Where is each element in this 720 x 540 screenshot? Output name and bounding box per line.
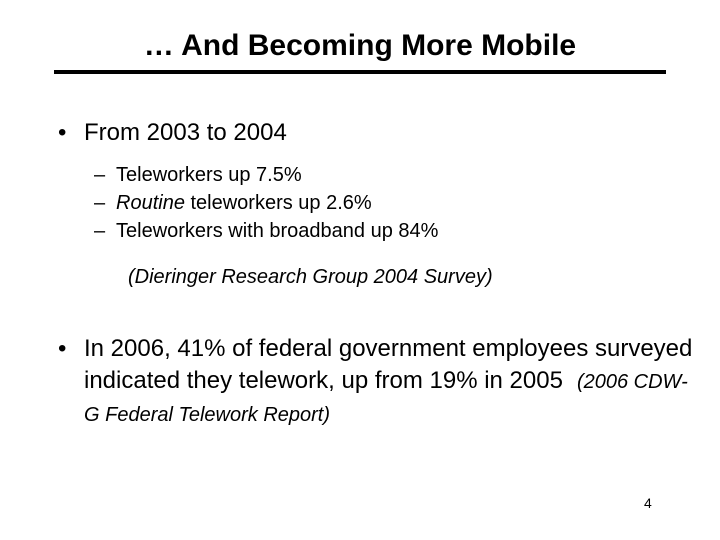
slide-title: … And Becoming More Mobile (143, 29, 577, 62)
sub-bullet-text: Teleworkers up 7.5% (116, 164, 302, 186)
sub-bullet-item (94, 189, 438, 217)
bullet-2-text: In 2006, 41% of federal government employees surveyed indicated they telework, up from 19% in 2005 (84, 335, 693, 394)
sub-bullet-emphasis: Routine (116, 192, 185, 214)
dash-marker: – (94, 220, 106, 242)
bullet-1-text: From 2003 to 2004 (84, 119, 287, 146)
sub-bullet-text: Teleworkers with broadband up 84% (116, 220, 439, 242)
bullet-item-2 (58, 333, 698, 431)
citation-1: (Dieringer Research Group 2004 Survey) (128, 266, 493, 288)
sub-bullet-list (94, 161, 438, 245)
sub-bullet-item (94, 161, 438, 189)
sub-bullet-text: teleworkers up 2.6% (184, 192, 372, 214)
title-underline (54, 70, 666, 74)
bullet-2-body (84, 333, 698, 431)
dash-marker: – (94, 192, 106, 214)
sub-bullet-item (94, 217, 438, 245)
page-number: 4 (644, 495, 652, 511)
citation-2: (2006 CDW-G Federal Telework Report) (84, 371, 688, 426)
bullet-item-1 (58, 118, 287, 148)
dash-marker: – (94, 164, 106, 186)
bullet-marker: • (58, 119, 67, 146)
bullet-marker: • (58, 335, 67, 362)
